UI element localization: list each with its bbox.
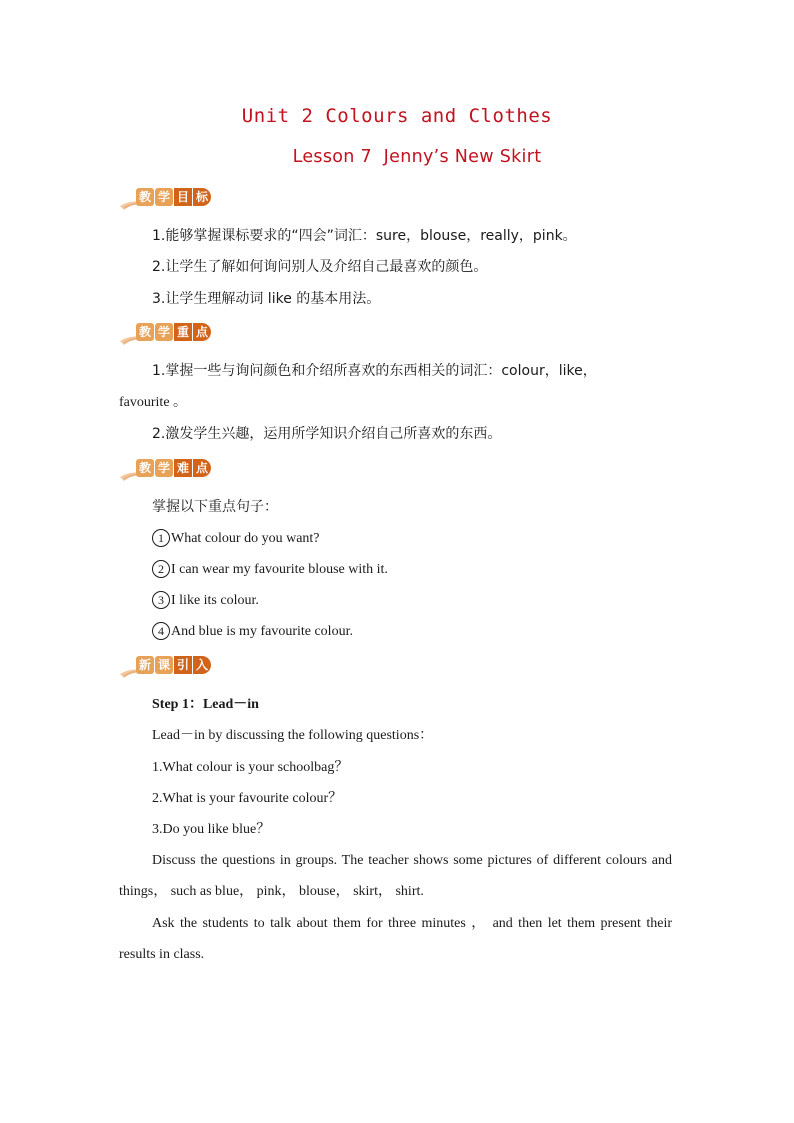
section-heading-difficulties <box>118 457 228 485</box>
heading-char: 标 <box>193 188 211 206</box>
objective-item: 3.让学生理解动词 like 的基本用法。 <box>152 291 381 307</box>
key-point-item-continued: favourite 。 <box>119 395 188 410</box>
heading-char: 重 <box>174 323 192 341</box>
heading-char: 新 <box>136 656 154 674</box>
objective-item: 2.让学生了解如何询问别人及介绍自己最喜欢的颜色。 <box>152 259 488 275</box>
heading-char: 教 <box>136 188 154 206</box>
heading-char: 教 <box>136 459 154 477</box>
key-point-item: 1.掌握一些与询问颜色和介绍所喜欢的东西相关的词汇：colour，like， <box>152 363 597 379</box>
key-sentence <box>152 622 353 642</box>
heading-char: 学 <box>155 323 173 341</box>
heading-char: 课 <box>155 656 173 674</box>
lead-in-paragraph: Discuss the questions in groups. The teacher shows some pictures of different colours and things， such as blue， pink， blouse， skirt， shirt. <box>119 853 672 899</box>
key-sentence-text: I can wear my favourite blouse with it. <box>171 562 388 577</box>
lead-in-question: 1.What colour is your schoolbag？ <box>152 760 349 775</box>
section-heading-objectives <box>118 186 228 214</box>
heading-char: 引 <box>174 656 192 674</box>
key-sentence-text: And blue is my favourite colour. <box>171 624 353 639</box>
difficulties-intro: 掌握以下重点句子： <box>152 499 278 515</box>
circled-number: 1 <box>152 529 170 547</box>
heading-char: 点 <box>193 459 211 477</box>
step-title <box>152 695 259 715</box>
heading-char: 学 <box>155 459 173 477</box>
circled-number: 2 <box>152 560 170 578</box>
lead-in-paragraph: Ask the students to talk about them for three minutes ， and then let them present their results in class. <box>119 916 672 962</box>
heading-char: 目 <box>174 188 192 206</box>
heading-char: 点 <box>193 323 211 341</box>
lesson-title: Lesson 7 Jenny’s New Skirt <box>292 147 542 167</box>
heading-char: 入 <box>193 656 211 674</box>
objective-item: 1.能够掌握课标要求的“四会”词汇：sure，blouse，really，pink。 <box>152 228 577 244</box>
key-point-item: 2.激发学生兴趣，运用所学知识介绍自己所喜欢的东西。 <box>152 426 502 442</box>
lead-in-question: 3.Do you like blue？ <box>152 822 271 837</box>
key-sentence <box>152 591 259 611</box>
key-sentence-text: I like its colour. <box>171 593 259 608</box>
key-sentence <box>152 560 388 580</box>
circled-number: 4 <box>152 622 170 640</box>
lead-in-intro: Lead－in by discussing the following questions： <box>152 728 434 743</box>
section-heading-lead-in <box>118 654 228 682</box>
key-sentence <box>152 529 320 549</box>
heading-char: 教 <box>136 323 154 341</box>
step-title-text: Step 1：Lead－in <box>152 697 259 712</box>
lead-in-question: 2.What is your favourite colour？ <box>152 791 343 806</box>
section-heading-key-points <box>118 321 228 349</box>
heading-char: 学 <box>155 188 173 206</box>
key-sentence-text: What colour do you want? <box>171 531 320 546</box>
heading-char: 难 <box>174 459 192 477</box>
circled-number: 3 <box>152 591 170 609</box>
unit-title: Unit 2 Colours and Clothes <box>241 105 553 127</box>
